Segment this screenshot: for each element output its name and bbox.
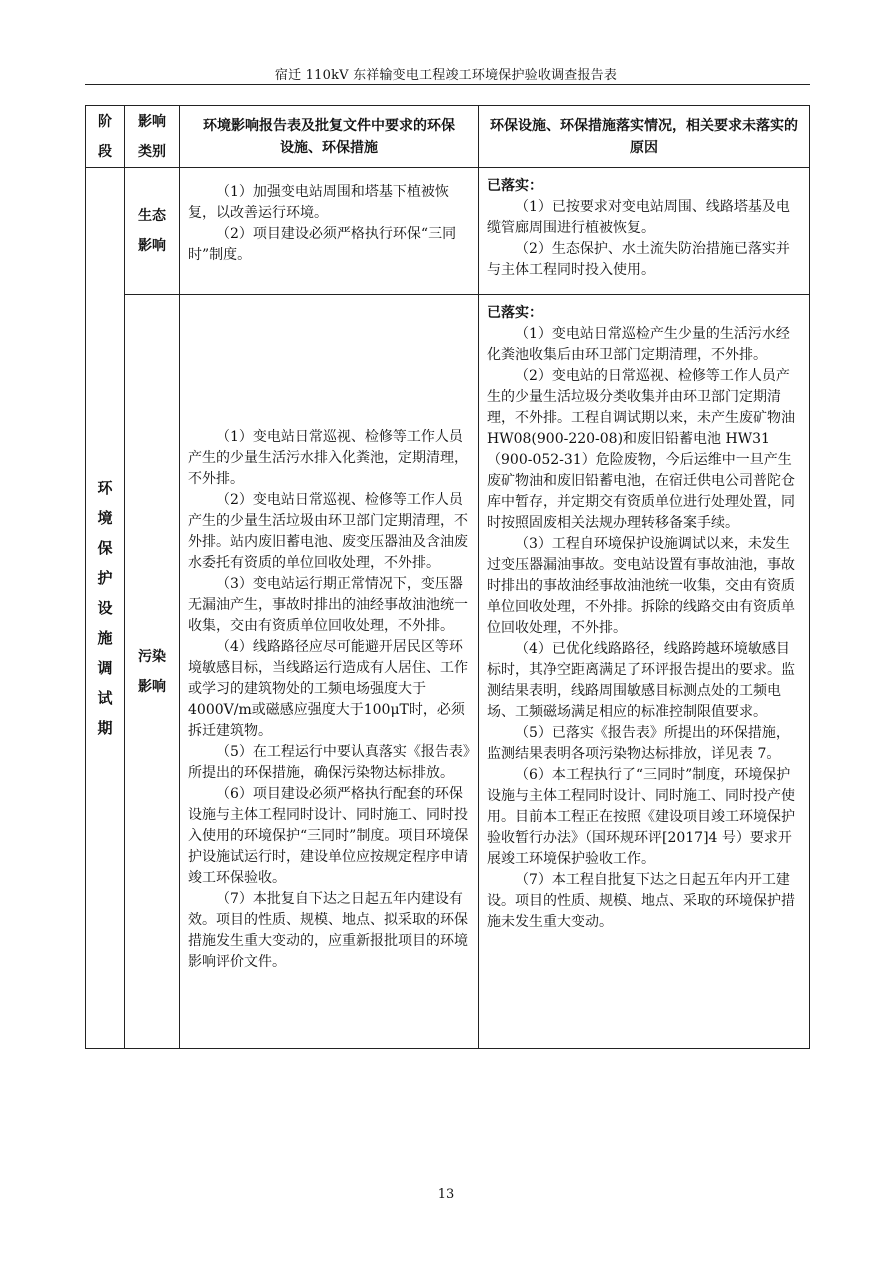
document-header-title: 宿迁 110kV 东祥输变电工程竣工环境保护验收调查报告表: [274, 68, 618, 83]
table-header-row: [86, 106, 810, 168]
header-divider: [85, 84, 810, 85]
implementation-ecology: 已落实： （1）已按要求对变电站周围、线路塔基及电缆管廊周围进行植被恢复。 （2）生态保护、水土流失防治措施已落实并与主体工程同时投入使用。: [479, 168, 810, 295]
requirements-pollution: （1）变电站日常巡视、检修等工作人员产生的少量生活污水排入化粪池，定期清理，不外排。 （2）变电站日常巡视、检修等工作人员产生的少量生活垃圾由环卫部门定期清理，不外排。站内废旧蓄电池、废变压器油及含油废水委托有资质的单位回收处理，不外排。 （3）变电站运行期正常情况下，变压器无漏油产生，事故时排出的油经事故油池统一收集，交由有资质单位回收处理，不外排。 （4）线路路径应尽可能避开居民区等环境敏感目标，当线路运行造成有人居住、工作或学习的建筑物处的工频电场强度大于4000V/m或磁感应强度大于100μT时，必须拆迁建筑物。 （5）在工程运行中要认真落实《报告表》所提出的环保措施，确保污染物达标排放。 （6）项目建设必须严格执行配套的环保设施与主体工程同时设计、同时施工、同时投入使用的环境保护“三同时”制度。项目环境保护设施试运行时，建设单位应按规定程序申请竣工环保验收。 （7）本批复自下达之日起五年内建设有效。项目的性质、规模、地点、拟采取的环保措施发生重大变动的，应重新报批项目的环境影响评价文件。: [180, 295, 479, 1049]
page-number: 13: [437, 1187, 455, 1202]
header-implementation: 环保设施、环保措施落实情况，相关要求未落实的原因: [479, 106, 810, 168]
header-requirements: 环境影响报告表及批复文件中要求的环保设施、环保措施: [180, 106, 479, 168]
requirements-ecology: （1）加强变电站周围和塔基下植被恢复，以改善运行环境。 （2）项目建设必须严格执行环保“三同时”制度。: [180, 168, 479, 295]
acceptance-table: [85, 105, 810, 1049]
table-row-pollution: [86, 295, 810, 1049]
header-category: 影响 类别: [125, 106, 180, 168]
header-stage: 阶 段: [86, 106, 125, 168]
category-ecology: 生态 影响: [125, 168, 180, 295]
implementation-pollution: 已落实： （1）变电站日常巡检产生少量的生活污水经化粪池收集后由环卫部门定期清理，不外排。 （2）变电站的日常巡视、检修等工作人员产生的少量生活垃圾分类收集并由环卫部门定期清理，不外排。工程自调试期以来，未产生废矿物油 HW08(900-220-08)和废旧铅蓄电池 HW31（900-052-31）危险废物，今后运维中一旦产生废矿物油和废旧铅蓄电池，在宿迁供电公司普陀仓库中暂存，并定期交有资质单位进行处理处置，同时按照固废相关法规办理转移备案手续。 （3）工程自环境保护设施调试以来，未发生过变压器漏油事故。变电站设置有事故油池，事故时排出的事故油经事故油池统一收集，交由有资质单位回收处理，不外排。拆除的线路交由有资质单位回收处理，不外排。 （4）已优化线路路径，线路跨越环境敏感目标时，其净空距离满足了环评报告提出的要求。监测结果表明，线路周围敏感目标测点处的工频电场、工频磁场满足相应的标准控制限值要求。 （5）已落实《报告表》所提出的环保措施，监测结果表明各项污染物达标排放，详见表 7。 （6）本工程执行了“三同时”制度，环境保护设施与主体工程同时设计、同时施工、同时投产使用。目前本工程正在按照《建设项目竣工环境保护验收暂行办法》（国环规环评[2017]4 号）要求开展竣工环境保护验收工作。 （7）本工程自批复下达之日起五年内开工建设。项目的性质、规模、地点、采取的环境保护措施未发生重大变动。: [479, 295, 810, 1049]
stage-label: 环 境 保 护 设 施 调 试 期: [86, 168, 125, 1049]
category-pollution: 污染 影响: [125, 295, 180, 1049]
table-row-ecology: [86, 168, 810, 295]
